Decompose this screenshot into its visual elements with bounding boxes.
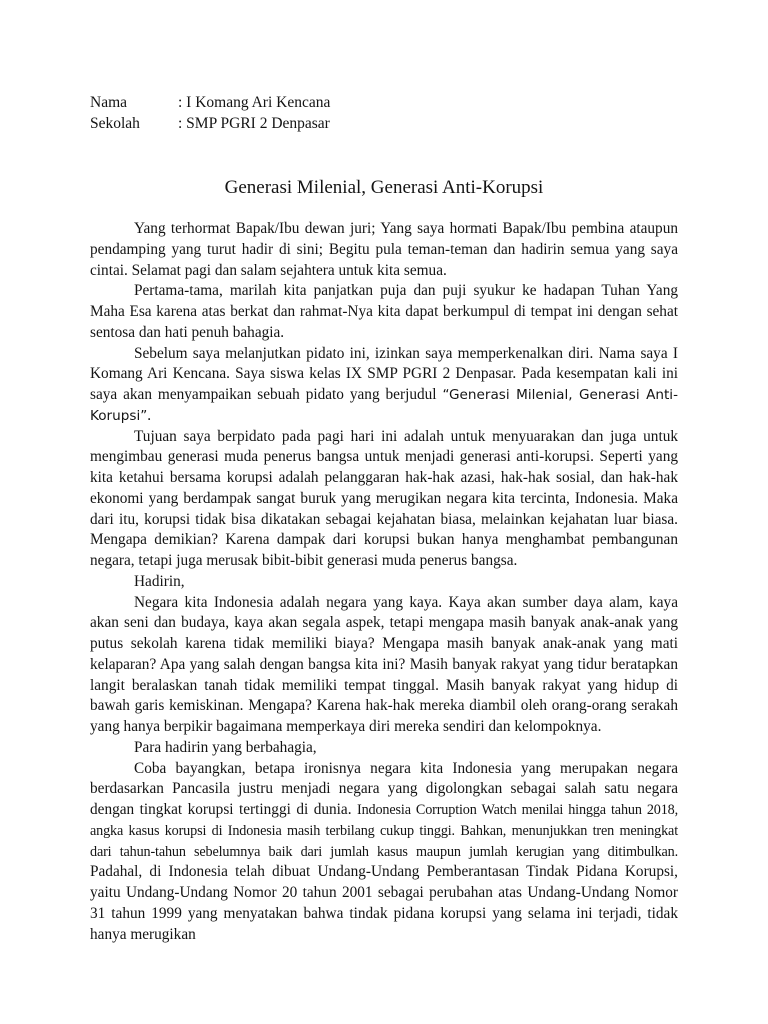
school-label: Sekolah [90,115,140,132]
paragraph-address-audience: Para hadirin yang berbahagia, [134,738,317,756]
irony-text: Coba bayangkan, betapa ironisnya negara kita Indonesia yang merupakan negara berdasarkan Pancasila justru menjadi negara yang digolongkan sebagai salah satu negara dengan tingkat korupsi tertinggi di dunia. [90,759,678,818]
icw-statement: Indonesia Corruption Watch menilai hingga tahun 2018, angka kasus korupsi di Indonesia masih terbilang cukup tinggi. Bahkan, menunjukkan tren meningkat dari tahun-tahun sebelumnya baik dari jumlah kasus maupun jumlah kerugian yang ditimbulkan. [90,802,679,860]
introduction-text: Sebelum saya melanjutkan pidato ini, izinkan saya memperkenalkan diri. Nama saya I Komang Ari Kencana. Saya siswa kelas IX SMP PGRI 2 Denpasar. Pada kesempatan kali ini saya akan menyampaikan sebuah pidato yang berjudul [90,344,678,403]
identity-row-name [90,92,330,113]
name-value: : I Komang Ari Kencana [178,94,331,111]
identity-row-school [90,113,330,134]
name-label: Nama [90,94,128,111]
speech-body [90,219,678,945]
law-statement: Padahal, di Indonesia telah dibuat Undang-Undang Pemberantasan Tindak Pidana Korupsi, yaitu Undang-Undang Nomor 20 tahun 2001 sebagai perubahan atas Undang-Undang Nomor 31 tahun 1999 yang menyatakan bahwa tindak pidana korupsi yang selama ini terjadi, tidak hanya merugikan [90,863,678,943]
paragraph-irony [90,759,678,946]
paragraph-greeting: Yang terhormat Bapak/Ibu dewan juri; Yang saya hormati Bapak/Ibu pembina ataupun pendamping yang turut hadir di sini; Begitu pula teman-teman dan hadirin semua yang saya cintai. Selamat pagi dan salam sejahtera untuk kita semua. [90,220,678,279]
school-value: : SMP PGRI 2 Denpasar [178,115,330,132]
introduction-end: . [147,406,152,424]
speech-title: Generasi Milenial, Generasi Anti-Korupsi [224,177,544,198]
speech-title-quote: “Generasi Milenial, Generasi Anti-Korupsi” [90,387,678,424]
paragraph-introduction [90,344,678,427]
paragraph-purpose: Tujuan saya berpidato pada pagi hari ini adalah untuk menyuarakan dan juga untuk mengimbau generasi muda penerus bangsa untuk menjadi generasi anti-korupsi. Seperti yang kita ketahui bersama korupsi adalah pelanggaran hak-hak azasi, hak-hak sosial, dan hak-hak ekonomi yang berdampak sangat buruk yang merugikan negara kita tercinta, Indonesia. Maka dari itu, korupsi tidak bisa dikatakan sebagai kejahatan biasa, melainkan kejahatan luar biasa. Mengapa demikian? Karena dampak dari korupsi bukan hanya menghambat pembangunan negara, tetapi juga merusak bibit-bibit generasi muda penerus bangsa. [90,427,678,569]
paragraph-address-hadirin: Hadirin, [134,572,185,590]
paragraph-gratitude: Pertama-tama, marilah kita panjatkan puja dan puji syukur ke hadapan Tuhan Yang Maha Esa karena atas berkat dan rahmat-Nya kita dapat berkumpul di tempat ini dengan sehat sentosa dan hati penuh bahagia. [90,282,678,341]
identity-block [90,92,330,134]
paragraph-rich-nation: Negara kita Indonesia adalah negara yang kaya. Kaya akan sumber daya alam, kaya akan seni dan budaya, kaya akan segala aspek, tetapi mengapa masih banyak anak-anak yang putus sekolah karena tidak memiliki biaya? Mengapa masih banyak anak-anak yang mati kelaparan? Apa yang salah dengan bangsa kita ini? Masih banyak rakyat yang tidur beratapkan langit beralaskan tanah tidak memiliki tempat tinggal. Masih banyak rakyat yang hidup di bawah garis kemiskinan. Mengapa? Karena hak-hak mereka diambil oleh orang-orang serakah yang hanya berpikir bagaimana memperkaya diri mereka sendiri dan kelompoknya. [90,593,678,735]
